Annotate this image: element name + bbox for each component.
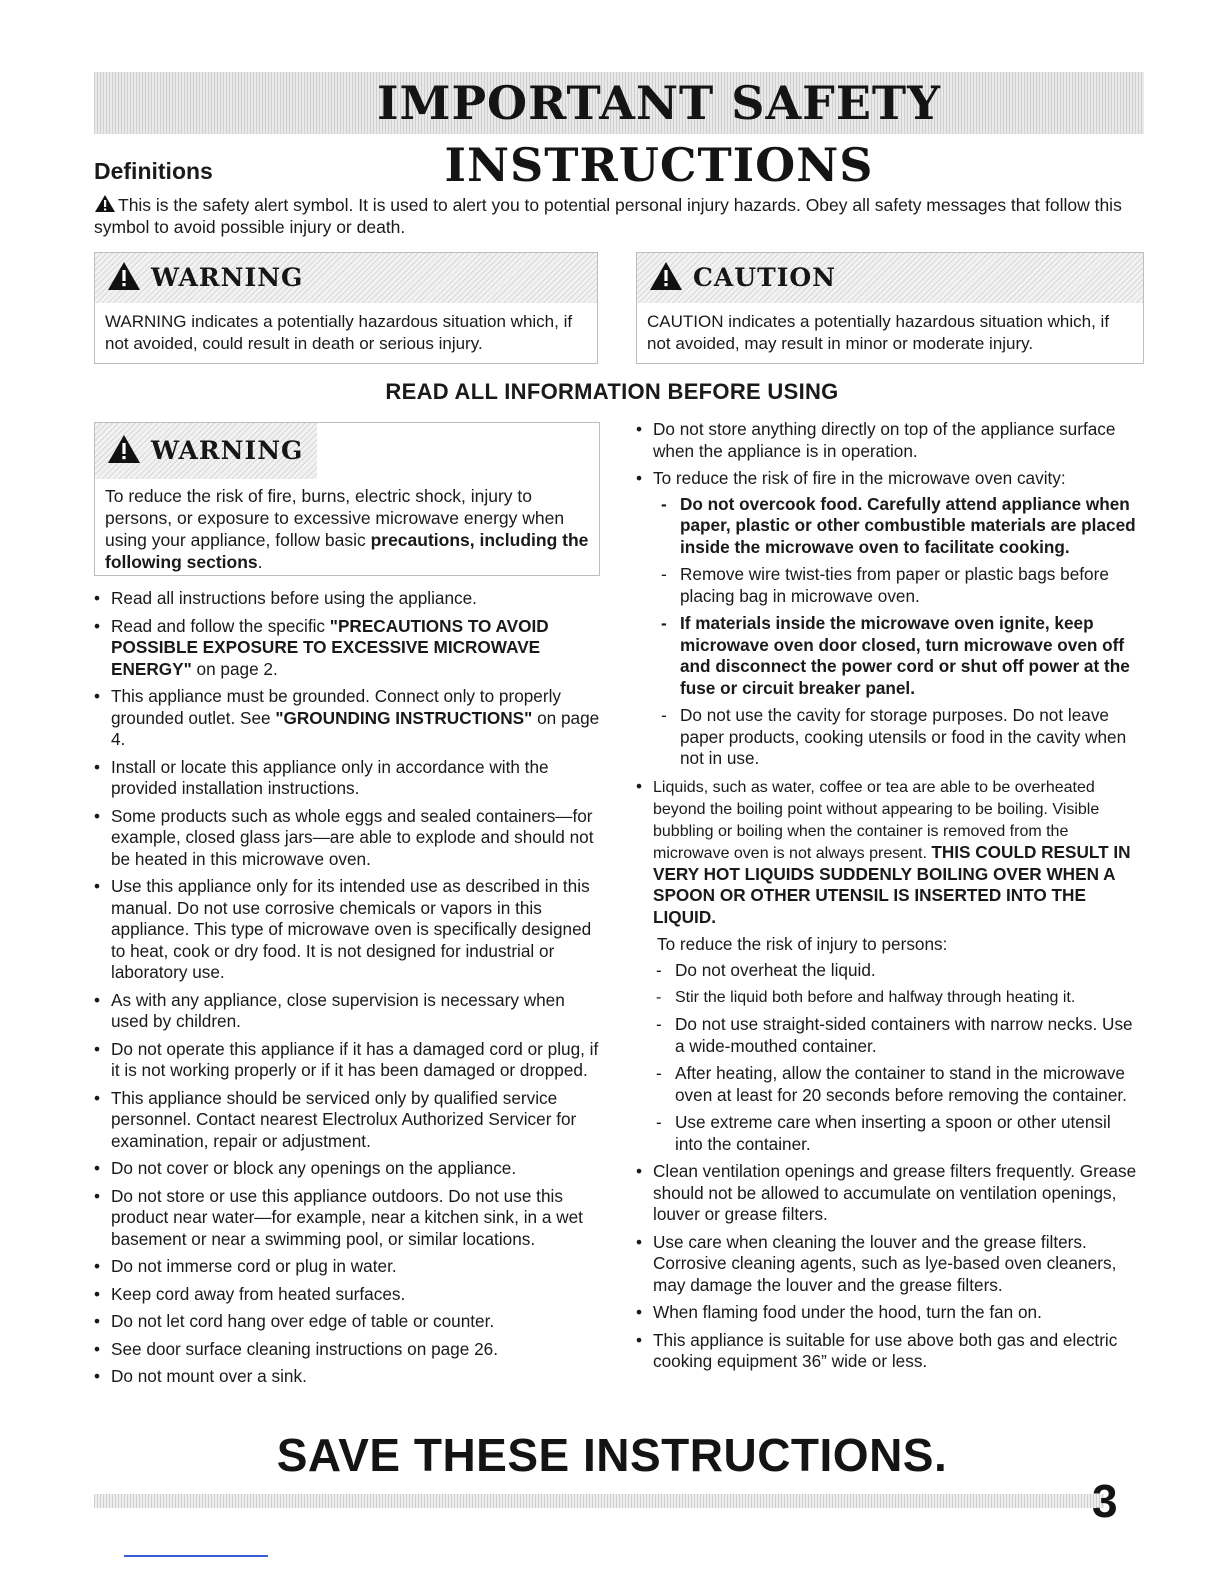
list-item: • Some products such as whole eggs and sealed containers—for example, closed glass jars—are able to explode and should not be heated in this microwave oven. xyxy=(94,806,600,871)
list-item: - Do not use the cavity for storage purposes. Do not leave paper products, cooking utensils or food in the cavity when not in use. xyxy=(653,705,1142,770)
list-item: - Do not use straight-sided containers with narrow necks. Use a wide-mouthed container. xyxy=(648,1014,1142,1057)
fire-risk-sublist xyxy=(653,494,1142,770)
list-item: - Use extreme care when inserting a spoon or other utensil into the container. xyxy=(648,1112,1142,1155)
caution-alert-icon xyxy=(649,261,683,291)
list-item: • When flaming food under the hood, turn the fan on. xyxy=(636,1302,1142,1324)
definitions-heading: Definitions xyxy=(94,158,213,184)
list-item: • Read and follow the specific "PRECAUTIONS TO AVOID POSSIBLE EXPOSURE TO EXCESSIVE MICROWAVE ENERGY" on page 2. xyxy=(94,616,600,681)
definitions-text xyxy=(94,194,1134,238)
warning-label: WARNING xyxy=(151,263,304,292)
list-item: • Do not let cord hang over edge of table or counter. xyxy=(94,1311,600,1333)
list-item: • Do not operate this appliance if it has a damaged cord or plug, if it is not working properly or if it has been damaged or dropped. xyxy=(94,1039,600,1082)
list-item: • This appliance must be grounded. Connect only to properly grounded outlet. See "GROUNDING INSTRUCTIONS" on page 4. xyxy=(94,686,600,751)
list-item xyxy=(636,468,1142,770)
caution-label: CAUTION xyxy=(693,263,837,292)
main-warning-label: WARNING xyxy=(151,436,304,465)
definitions-body: This is the safety alert symbol. It is used to alert you to potential personal injury hazards. Obey all safety messages that follow this symbol to avoid possible injury or death. xyxy=(94,195,1122,237)
list-item: • Use this appliance only for its intended use as described in this manual. Do not use corrosive chemicals or vapors in this appliance. This type of microwave oven is specifically designed to heat, cook or dry food. It is not designed for industrial or laboratory use. xyxy=(94,876,600,984)
list-item: • Keep cord away from heated surfaces. xyxy=(94,1284,600,1306)
caution-definition-header xyxy=(637,253,1143,303)
list-item xyxy=(636,776,1142,929)
list-item: • This appliance is suitable for use above both gas and electric cooking equipment 36” wide or less. xyxy=(636,1330,1142,1373)
list-item: - Stir the liquid both before and halfway through heating it. xyxy=(648,987,1142,1008)
safety-alert-icon xyxy=(94,194,116,213)
caution-definition-text: CAUTION indicates a potentially hazardous situation which, if not avoided, may result in minor or moderate injury. xyxy=(647,312,1110,353)
list-item: - Do not overheat the liquid. xyxy=(648,960,1142,982)
save-instructions-heading: SAVE THESE INSTRUCTIONS. xyxy=(276,1429,948,1481)
list-item: • Do not cover or block any openings on the appliance. xyxy=(94,1158,600,1180)
page-title: IMPORTANT SAFETY INSTRUCTIONS xyxy=(377,76,941,192)
footer-bar xyxy=(94,1494,1104,1508)
list-item: • Do not mount over a sink. xyxy=(94,1366,600,1388)
list-item: • Do not store anything directly on top of the appliance surface when the appliance is in operation. xyxy=(636,419,1142,462)
main-warning-box xyxy=(94,422,600,576)
caution-definition-box xyxy=(636,252,1144,364)
right-bullet-list-2 xyxy=(636,1161,1142,1373)
injury-risk-intro: To reduce the risk of injury to persons: xyxy=(657,934,948,954)
fire-risk-intro: To reduce the risk of fire in the microwave oven cavity: xyxy=(653,468,1066,488)
list-item: • Read all instructions before using the appliance. xyxy=(94,588,600,610)
list-item: - If materials inside the microwave oven ignite, keep microwave oven door closed, turn microwave oven off and disconnect the power cord or shut off power at the fuse or circuit breaker panel. xyxy=(653,613,1142,699)
list-item: • This appliance should be serviced only by qualified service personnel. Contact nearest Electrolux Authorized Servicer for examination, repair or adjustment. xyxy=(94,1088,600,1153)
list-item: - Remove wire twist-ties from paper or plastic bags before placing bag in microwave oven. xyxy=(653,564,1142,607)
read-all-heading: READ ALL INFORMATION BEFORE USING xyxy=(385,379,839,404)
main-warning-header xyxy=(95,423,317,479)
injury-risk-sublist xyxy=(648,960,1142,1156)
liquids-text: Liquids, such as water, coffee or tea are able to be overheated beyond the boiling point without appearing to be boiling. Visible bubbling or boiling when the container is removed from the microwave oven is not always present. xyxy=(653,778,1100,862)
list-item: - Do not overcook food. Carefully attend appliance when paper, plastic or other combustible materials are placed inside the microwave oven to facilitate cooking. xyxy=(653,494,1142,559)
warning-definition-text: WARNING indicates a potentially hazardous situation which, if not avoided, could result in death or serious injury. xyxy=(105,312,573,353)
right-column xyxy=(636,419,1142,1379)
list-item: • Install or locate this appliance only in accordance with the provided installation instructions. xyxy=(94,757,600,800)
page-number: 3 xyxy=(1092,1475,1118,1527)
left-column xyxy=(94,588,600,1394)
main-warning-text: To reduce the risk of fire, burns, electric shock, injury to persons, or exposure to excessive microwave energy when using your appliance, follow basic precautions, including the following sections. xyxy=(105,486,589,572)
list-item: • Use care when cleaning the louver and the grease filters. Corrosive cleaning agents, such as lye-based oven cleaners, may damage the louver and the grease filters. xyxy=(636,1232,1142,1297)
warning-alert-icon xyxy=(107,261,141,291)
list-item: - After heating, allow the container to stand in the microwave oven at least for 20 seconds before removing the container. xyxy=(648,1063,1142,1106)
main-warning-alert-icon xyxy=(107,434,141,464)
warning-definition-header xyxy=(95,253,597,303)
divider xyxy=(124,1555,268,1557)
warning-definition-box xyxy=(94,252,598,364)
right-bullet-list xyxy=(636,419,1142,928)
left-bullet-list xyxy=(94,588,600,1388)
liquids-warning: THIS COULD RESULT IN VERY HOT LIQUIDS SUDDENLY BOILING OVER WHEN A SPOON OR OTHER UTENSIL IS INSERTED INTO THE LIQUID. xyxy=(653,841,1131,927)
list-item: • As with any appliance, close supervision is necessary when used by children. xyxy=(94,990,600,1033)
list-item: • Do not store or use this appliance outdoors. Do not use this product near water—for example, near a kitchen sink, in a wet basement or near a swimming pool, or similar locations. xyxy=(94,1186,600,1251)
list-item: • See door surface cleaning instructions on page 26. xyxy=(94,1339,600,1361)
list-item: • Clean ventilation openings and grease filters frequently. Grease should not be allowed to accumulate on ventilation openings, louver or grease filters. xyxy=(636,1161,1142,1226)
list-item: • Do not immerse cord or plug in water. xyxy=(94,1256,600,1278)
